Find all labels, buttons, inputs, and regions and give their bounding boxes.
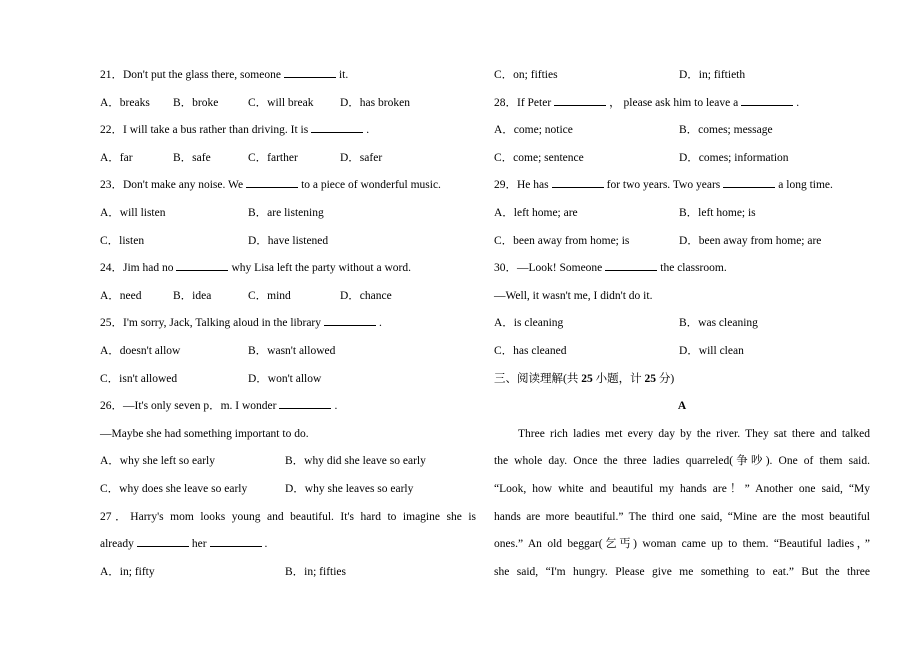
question-21: 21．Don't put the glass there, someone it. bbox=[100, 69, 349, 81]
answer-blank[interactable] bbox=[552, 178, 604, 188]
option-a[interactable]: A．why she left so early bbox=[100, 455, 215, 468]
question-23-options-row2 bbox=[100, 228, 476, 256]
section-heading: 三、阅读理解(共 25 小题，计 25 分) bbox=[494, 372, 675, 385]
option-a[interactable]: A．in; fifty bbox=[100, 565, 155, 578]
right-column bbox=[494, 62, 870, 586]
answer-blank[interactable] bbox=[246, 178, 298, 188]
option-d[interactable]: D．comes; information bbox=[679, 151, 789, 164]
option-c[interactable]: C．listen bbox=[100, 234, 145, 247]
option-c[interactable]: C．come; sentence bbox=[494, 151, 584, 164]
answer-blank[interactable] bbox=[137, 537, 189, 547]
option-a[interactable]: A．will listen bbox=[100, 206, 166, 219]
answer-blank[interactable] bbox=[741, 96, 793, 106]
answer-blank[interactable] bbox=[324, 316, 376, 326]
option-c[interactable]: C．on; fifties bbox=[494, 69, 558, 81]
left-column bbox=[100, 62, 476, 586]
question-25-options-row2 bbox=[100, 366, 476, 394]
option-b[interactable]: B．broke bbox=[173, 96, 219, 109]
option-b[interactable]: B．in; fifties bbox=[285, 565, 347, 578]
option-c[interactable]: C．isn't allowed bbox=[100, 372, 178, 385]
question-30-reply: —Well, it wasn't me, I didn't do it. bbox=[494, 289, 653, 302]
question-30-options-row1 bbox=[494, 310, 870, 338]
question-29-options-row2 bbox=[494, 228, 870, 256]
answer-blank[interactable] bbox=[554, 96, 606, 106]
question-28-options-row1 bbox=[494, 117, 870, 145]
question-22-options bbox=[100, 145, 476, 173]
option-b[interactable]: B．are listening bbox=[248, 206, 324, 219]
option-b[interactable]: B．why did she leave so early bbox=[285, 455, 426, 468]
answer-blank[interactable] bbox=[311, 123, 363, 133]
question-23: 23．Don't make any noise. We to a piece of wonderful music. bbox=[100, 179, 441, 192]
option-a[interactable]: A．come; notice bbox=[494, 124, 573, 137]
option-a[interactable]: A．far bbox=[100, 151, 133, 164]
answer-blank[interactable] bbox=[176, 261, 228, 271]
question-28: 28．If Peter ， please ask him to leave a . bbox=[494, 96, 800, 109]
option-c[interactable]: C．why does she leave so early bbox=[100, 482, 248, 495]
option-d[interactable]: D．won't allow bbox=[248, 372, 322, 385]
option-c[interactable]: C．has cleaned bbox=[494, 344, 567, 357]
question-26-options-row2 bbox=[100, 476, 476, 504]
question-23-options-row1 bbox=[100, 200, 476, 228]
option-c[interactable]: C．will break bbox=[248, 96, 314, 109]
option-b[interactable]: B．comes; message bbox=[679, 124, 773, 137]
question-26-reply: —Maybe she had something important to do. bbox=[100, 427, 309, 440]
option-b[interactable]: B．safe bbox=[173, 151, 211, 164]
option-c[interactable]: C．mind bbox=[248, 289, 291, 302]
answer-blank[interactable] bbox=[279, 399, 331, 409]
option-a[interactable]: A．doesn't allow bbox=[100, 344, 181, 357]
passage-line: Three rich ladies met every day by the river. They sat there and talked bbox=[518, 427, 870, 440]
question-27: 27．Harry's mom looks young and beautiful. It's hard to imagine she is bbox=[100, 510, 477, 523]
answer-blank[interactable] bbox=[723, 178, 775, 188]
option-c[interactable]: C．been away from home; is bbox=[494, 234, 630, 247]
question-30: 30．—Look! Someone the classroom. bbox=[494, 262, 727, 275]
option-b[interactable]: B．idea bbox=[173, 289, 212, 302]
question-22: 22．I will take a bus rather than driving. It is . bbox=[100, 124, 370, 137]
option-d[interactable]: D．have listened bbox=[248, 234, 329, 247]
option-a[interactable]: A．need bbox=[100, 289, 142, 302]
passage-line: ones.” An old beggar(乞丐) woman came up to them. “Beautiful ladies，” bbox=[494, 538, 870, 551]
option-d[interactable]: D．safer bbox=[340, 151, 383, 164]
option-d[interactable]: D．been away from home; are bbox=[679, 234, 822, 247]
question-28-options-row2 bbox=[494, 145, 870, 173]
option-b[interactable]: B．left home; is bbox=[679, 206, 756, 219]
question-24: 24．Jim had no why Lisa left the party without a word. bbox=[100, 262, 411, 275]
question-29-options-row1 bbox=[494, 200, 870, 228]
question-27-options-row1 bbox=[100, 559, 476, 587]
passage-title: A bbox=[677, 400, 687, 413]
answer-blank[interactable] bbox=[210, 537, 262, 547]
passage-line: “Look, how white and beautiful my hands are！” Another one said, “My bbox=[494, 482, 870, 495]
question-26-options-row1 bbox=[100, 448, 476, 476]
question-27-options-row2 bbox=[494, 62, 870, 90]
passage-line: hands are more beautiful.” The third one said, “Mine are the most beautiful bbox=[494, 510, 870, 523]
option-c[interactable]: C．farther bbox=[248, 151, 298, 164]
option-d[interactable]: D．chance bbox=[340, 289, 392, 302]
option-a[interactable]: A．breaks bbox=[100, 96, 150, 109]
option-b[interactable]: B．was cleaning bbox=[679, 317, 758, 330]
answer-blank[interactable] bbox=[605, 261, 657, 271]
question-24-options bbox=[100, 283, 476, 311]
answer-blank[interactable] bbox=[284, 68, 336, 78]
option-d[interactable]: D．why she leaves so early bbox=[285, 482, 414, 495]
question-30-options-row2 bbox=[494, 338, 870, 366]
question-25: 25．I'm sorry, Jack, Talking aloud in the library . bbox=[100, 317, 382, 330]
passage-line: she said, “I'm hungry. Please give me something to eat.” But the three bbox=[494, 565, 870, 578]
option-b[interactable]: B．wasn't allowed bbox=[248, 344, 336, 357]
option-d[interactable]: D．will clean bbox=[679, 344, 744, 357]
option-a[interactable]: A．left home; are bbox=[494, 206, 578, 219]
question-26: 26．—It's only seven p．m. I wonder . bbox=[100, 400, 338, 413]
option-d[interactable]: D．has broken bbox=[340, 96, 410, 109]
passage-line: the whole day. Once the three ladies quarreled(争吵). One of them said. bbox=[494, 455, 870, 468]
question-21-options bbox=[100, 90, 476, 118]
option-a[interactable]: A．is cleaning bbox=[494, 317, 564, 330]
question-25-options-row1 bbox=[100, 338, 476, 366]
option-d[interactable]: D．in; fiftieth bbox=[679, 69, 746, 81]
question-29: 29．He has for two years. Two years a long time. bbox=[494, 179, 833, 192]
question-27-cont: already her . bbox=[100, 538, 268, 551]
